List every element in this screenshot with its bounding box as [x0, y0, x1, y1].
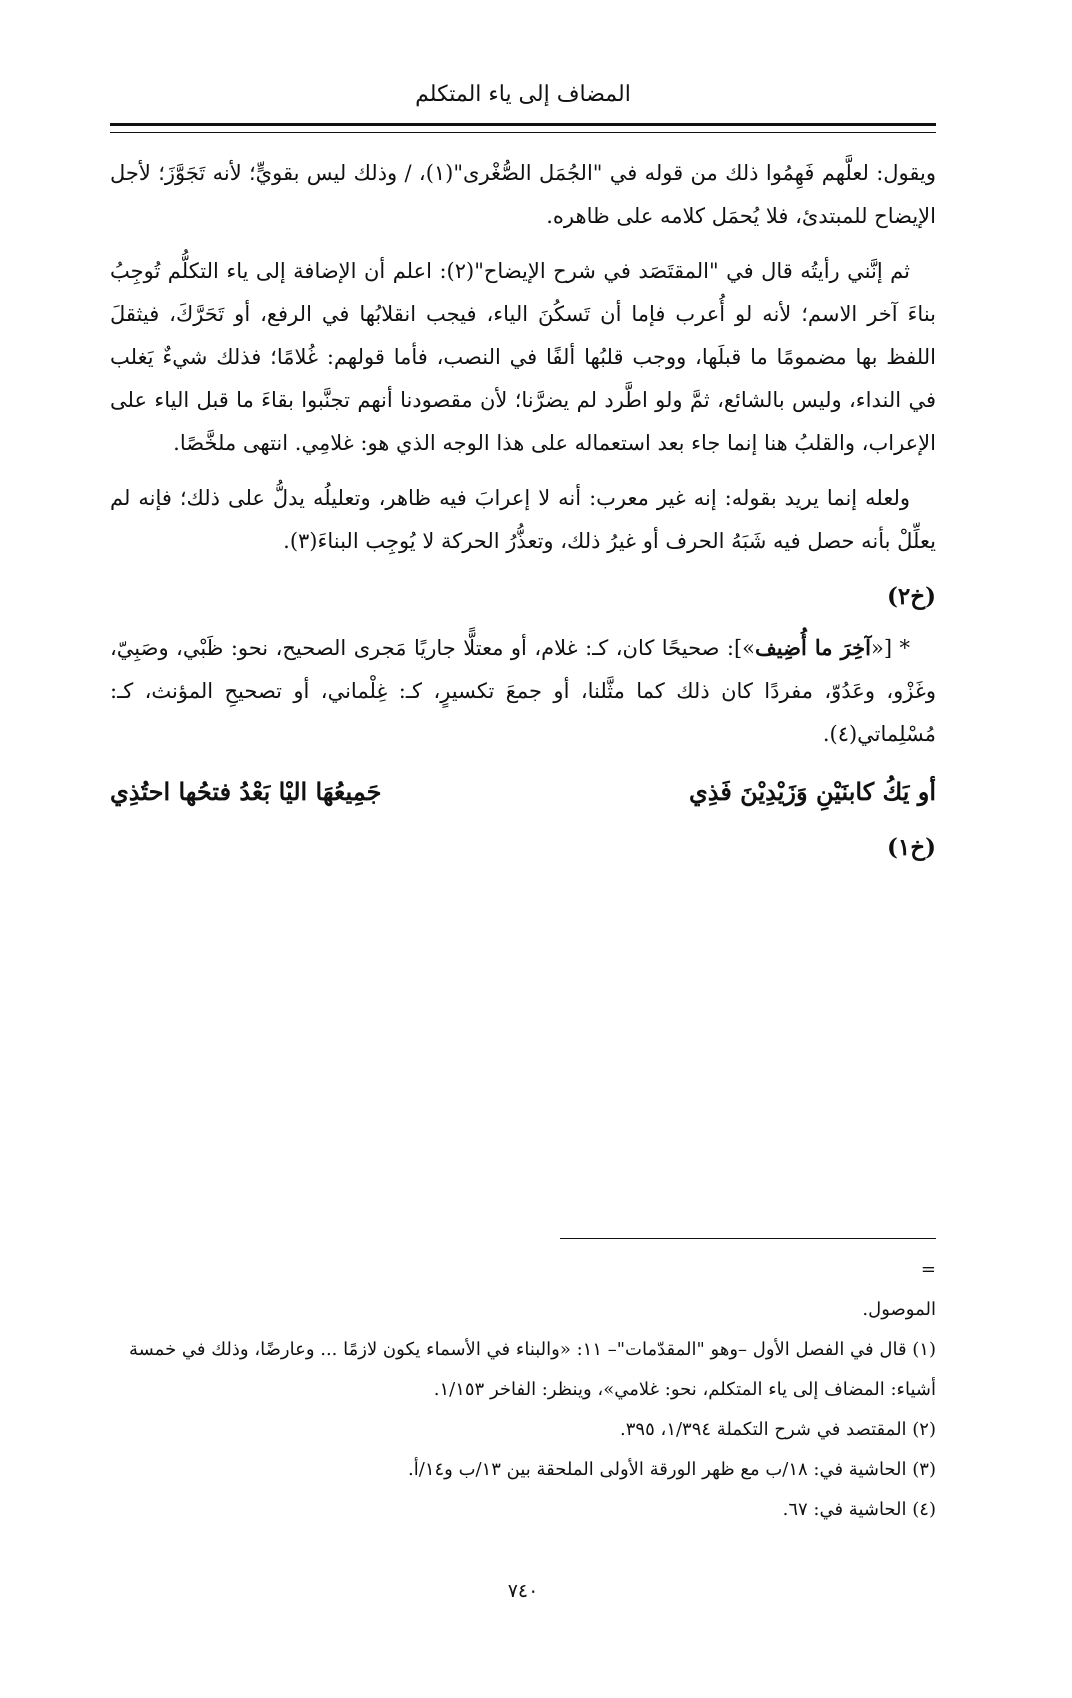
footnote-4: (٤) الحاشية في: ٦٧.: [782, 1499, 936, 1520]
footnote-continuation: الموصول.: [862, 1299, 936, 1320]
footnote-1: (١) قال في الفصل الأول –وهو "المقدّمات"– ١١: «والبناء في الأسماء يكون لازمًا ... وعارضًا، وذلك في خمسة أشياء: المضاف إلى ياء المتكلم، نحو: غلامي»، وينظر: الفاخر ١/١٥٣.: [128, 1339, 936, 1400]
page-number: ٧٤٠: [507, 1580, 539, 1602]
verse-line: [110, 768, 936, 816]
manuscript-marker-1: (خ١): [887, 834, 936, 861]
main-text: [110, 152, 936, 877]
paragraph-4-text: »]: صحيحًا كان، كـ: غلام، أو معتلًّا جاريًا مَجرى الصحيح، نحو: ظَبْي، وصَبِيّ، وغَزْو، وعَدُوّ، مفردًا كان ذلك كما مثَّلنا، أو جمعَ تكسيرٍ، كـ: غِلْماني، أو تصحيحِ المؤنث، كـ: مُسْلِماتي(٤).: [110, 636, 937, 746]
footnote-2: (٢) المقتصد في شرح التكملة ١/٣٩٤، ٣٩٥.: [620, 1419, 936, 1440]
verse-second-hemistich: جَمِيعُهَا اليْا بَعْدُ فتحُها احتُذِي: [110, 777, 382, 806]
paragraph-3: ولعله إنما يريد بقوله: إنه غير معرب: أنه لا إعرابَ فيه ظاهر، وتعليلُه يدلُّ على ذلك؛ فإنه لم يعلِّلْ بأنه حصل فيه شَبَهُ الحرف أو غيرُ ذلك، وتعذُّرُ الحركة لا يُوجِب البناءَ(٣).: [110, 486, 936, 553]
manuscript-marker-2: (خ٢): [887, 583, 936, 610]
footnotes: [110, 1250, 936, 1530]
paragraph-4: [110, 626, 936, 756]
paragraph-1: ويقول: لعلَّهم فَهِمُوا ذلك من قوله في "الجُمَل الصُّغْرى"(١)، / وذلك ليس بقويٍّ؛ لأنه تَجَوَّزَ؛ لأجل الإيضاح للمبتدئ، فلا يُحمَل كلامه على ظاهره.: [110, 161, 936, 228]
lemma-open: * [«: [871, 636, 910, 660]
header-thick-rule: [110, 123, 936, 126]
lemma-text: آخِرَ ما أُضِيف: [755, 635, 871, 660]
footnote-continuation-mark: =: [920, 1259, 936, 1280]
running-header: المضاف إلى ياء المتكلم: [415, 82, 631, 107]
verse-first-hemistich: أو يَكُ كابنَيْنِ وَزَيْدِيْنَ فَذِي: [688, 777, 936, 806]
footnote-separator: [560, 1238, 936, 1239]
paragraph-2: ثم إنَّني رأيتُه قال في "المقتَصَد في شرح الإيضاح"(٢): اعلم أن الإضافة إلى ياء التكلُّم تُوجِبُ بناءَ آخر الاسم؛ لأنه لو أُعرب فإما أن تَسكُنَ الياء، فيجب انقلابُها في الرفع، أو تَحَرَّكَ، فيثقلَ اللفظ بها مضمومًا ما قبلَها، ووجب قلبُها ألفًا في النصب، فأما قولهم: غُلامًا؛ فذلك شيءٌ يَغلب في النداء، وليس بالشائع، ثمَّ ولو اطَّرد لم يضرَّنا؛ لأن مقصودنا أنهم تجنَّبوا بقاءَ ما قبل الياء على الإعراب، والقلبُ هنا إنما جاء بعد استعماله على هذا الوجه الذي هو: غلامِي. انتهى ملخَّصًا.: [110, 259, 936, 455]
footnote-3: (٣) الحاشية في: ١٨/ب مع ظهر الورقة الأولى الملحقة بين ١٣/ب و١٤/أ.: [408, 1459, 936, 1480]
header-thin-rule: [110, 132, 936, 133]
